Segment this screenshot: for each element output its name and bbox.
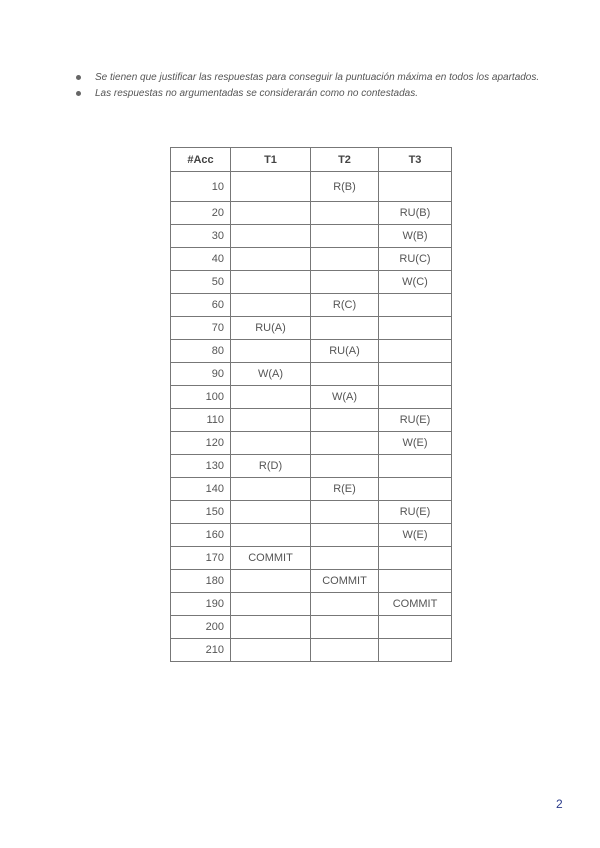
- operation-cell-t2: COMMIT: [311, 570, 379, 593]
- operation-cell-t2: [311, 455, 379, 478]
- table-row: [171, 570, 452, 593]
- operation-cell-t1: [231, 478, 311, 501]
- operation-cell-t3: [379, 317, 452, 340]
- access-number-cell: 80: [171, 340, 231, 363]
- operation-cell-t2: [311, 248, 379, 271]
- operation-cell-t1: W(A): [231, 363, 311, 386]
- operation-cell-t2: [311, 225, 379, 248]
- operation-cell-t2: [311, 593, 379, 616]
- operation-cell-t1: [231, 570, 311, 593]
- operation-cell-t3: W(E): [379, 524, 452, 547]
- bullet-icon: [76, 75, 81, 80]
- table-body: [171, 172, 452, 662]
- access-number-cell: 70: [171, 317, 231, 340]
- operation-cell-t2: R(C): [311, 294, 379, 317]
- operation-cell-t3: RU(B): [379, 202, 452, 225]
- operation-cell-t2: [311, 501, 379, 524]
- operation-cell-t3: [379, 639, 452, 662]
- access-number-cell: 20: [171, 202, 231, 225]
- instruction-text: Las respuestas no argumentadas se considerarán como no contestadas.: [95, 88, 418, 99]
- operation-cell-t3: RU(E): [379, 501, 452, 524]
- operation-cell-t3: W(C): [379, 271, 452, 294]
- instruction-item: [74, 87, 566, 101]
- table-header-row: [171, 148, 452, 172]
- operation-cell-t1: [231, 524, 311, 547]
- table-row: [171, 478, 452, 501]
- table-row: [171, 524, 452, 547]
- operation-cell-t2: W(A): [311, 386, 379, 409]
- access-number-cell: 30: [171, 225, 231, 248]
- table-row: [171, 616, 452, 639]
- table-row: [171, 547, 452, 570]
- operation-cell-t1: [231, 386, 311, 409]
- operation-cell-t3: RU(E): [379, 409, 452, 432]
- table-row: [171, 225, 452, 248]
- operation-cell-t3: COMMIT: [379, 593, 452, 616]
- operation-cell-t1: [231, 294, 311, 317]
- operation-cell-t2: [311, 202, 379, 225]
- access-number-cell: 140: [171, 478, 231, 501]
- operation-cell-t1: [231, 172, 311, 202]
- operation-cell-t1: [231, 593, 311, 616]
- operation-cell-t1: [231, 501, 311, 524]
- operation-cell-t2: RU(A): [311, 340, 379, 363]
- header-t3: T3: [379, 148, 452, 172]
- operation-cell-t3: [379, 340, 452, 363]
- operation-cell-t3: [379, 386, 452, 409]
- table-row: [171, 363, 452, 386]
- operation-cell-t2: [311, 317, 379, 340]
- schedule-table: [170, 147, 452, 662]
- header-acc: #Acc: [171, 148, 231, 172]
- operation-cell-t2: [311, 547, 379, 570]
- access-number-cell: 200: [171, 616, 231, 639]
- table-row: [171, 593, 452, 616]
- table-row: [171, 639, 452, 662]
- instruction-item: [74, 71, 566, 85]
- operation-cell-t2: [311, 524, 379, 547]
- table-row: [171, 202, 452, 225]
- table-row: [171, 501, 452, 524]
- operation-cell-t3: W(E): [379, 432, 452, 455]
- operation-cell-t1: [231, 202, 311, 225]
- operation-cell-t1: [231, 340, 311, 363]
- access-number-cell: 130: [171, 455, 231, 478]
- operation-cell-t2: [311, 639, 379, 662]
- operation-cell-t1: COMMIT: [231, 547, 311, 570]
- instructions-list: [74, 71, 566, 103]
- access-number-cell: 100: [171, 386, 231, 409]
- table-row: [171, 248, 452, 271]
- operation-cell-t1: R(D): [231, 455, 311, 478]
- access-number-cell: 210: [171, 639, 231, 662]
- table-row: [171, 172, 452, 202]
- operation-cell-t2: [311, 271, 379, 294]
- operation-cell-t1: [231, 225, 311, 248]
- operation-cell-t1: RU(A): [231, 317, 311, 340]
- access-number-cell: 180: [171, 570, 231, 593]
- operation-cell-t1: [231, 248, 311, 271]
- operation-cell-t3: [379, 570, 452, 593]
- operation-cell-t3: [379, 172, 452, 202]
- table-row: [171, 432, 452, 455]
- table-row: [171, 409, 452, 432]
- access-number-cell: 40: [171, 248, 231, 271]
- access-number-cell: 170: [171, 547, 231, 570]
- operation-cell-t3: [379, 363, 452, 386]
- operation-cell-t3: [379, 294, 452, 317]
- operation-cell-t2: R(E): [311, 478, 379, 501]
- access-number-cell: 150: [171, 501, 231, 524]
- header-t2: T2: [311, 148, 379, 172]
- table-row: [171, 317, 452, 340]
- operation-cell-t3: [379, 547, 452, 570]
- access-number-cell: 190: [171, 593, 231, 616]
- table-row: [171, 294, 452, 317]
- bullet-icon: [76, 91, 81, 96]
- operation-cell-t1: [231, 409, 311, 432]
- operation-cell-t1: [231, 616, 311, 639]
- table-row: [171, 455, 452, 478]
- operation-cell-t1: [231, 639, 311, 662]
- table-row: [171, 271, 452, 294]
- operation-cell-t2: [311, 432, 379, 455]
- access-number-cell: 110: [171, 409, 231, 432]
- instruction-text: Se tienen que justificar las respuestas para conseguir la puntuación máxima en todos los apartados.: [95, 72, 540, 83]
- access-number-cell: 90: [171, 363, 231, 386]
- access-number-cell: 160: [171, 524, 231, 547]
- operation-cell-t1: [231, 432, 311, 455]
- page-number: 2: [556, 797, 563, 811]
- operation-cell-t2: R(B): [311, 172, 379, 202]
- access-number-cell: 120: [171, 432, 231, 455]
- operation-cell-t3: [379, 616, 452, 639]
- header-t1: T1: [231, 148, 311, 172]
- operation-cell-t3: [379, 455, 452, 478]
- access-number-cell: 50: [171, 271, 231, 294]
- operation-cell-t3: RU(C): [379, 248, 452, 271]
- table-row: [171, 386, 452, 409]
- operation-cell-t3: W(B): [379, 225, 452, 248]
- access-number-cell: 10: [171, 172, 231, 202]
- operation-cell-t3: [379, 478, 452, 501]
- table-row: [171, 340, 452, 363]
- operation-cell-t2: [311, 409, 379, 432]
- operation-cell-t1: [231, 271, 311, 294]
- operation-cell-t2: [311, 616, 379, 639]
- access-number-cell: 60: [171, 294, 231, 317]
- operation-cell-t2: [311, 363, 379, 386]
